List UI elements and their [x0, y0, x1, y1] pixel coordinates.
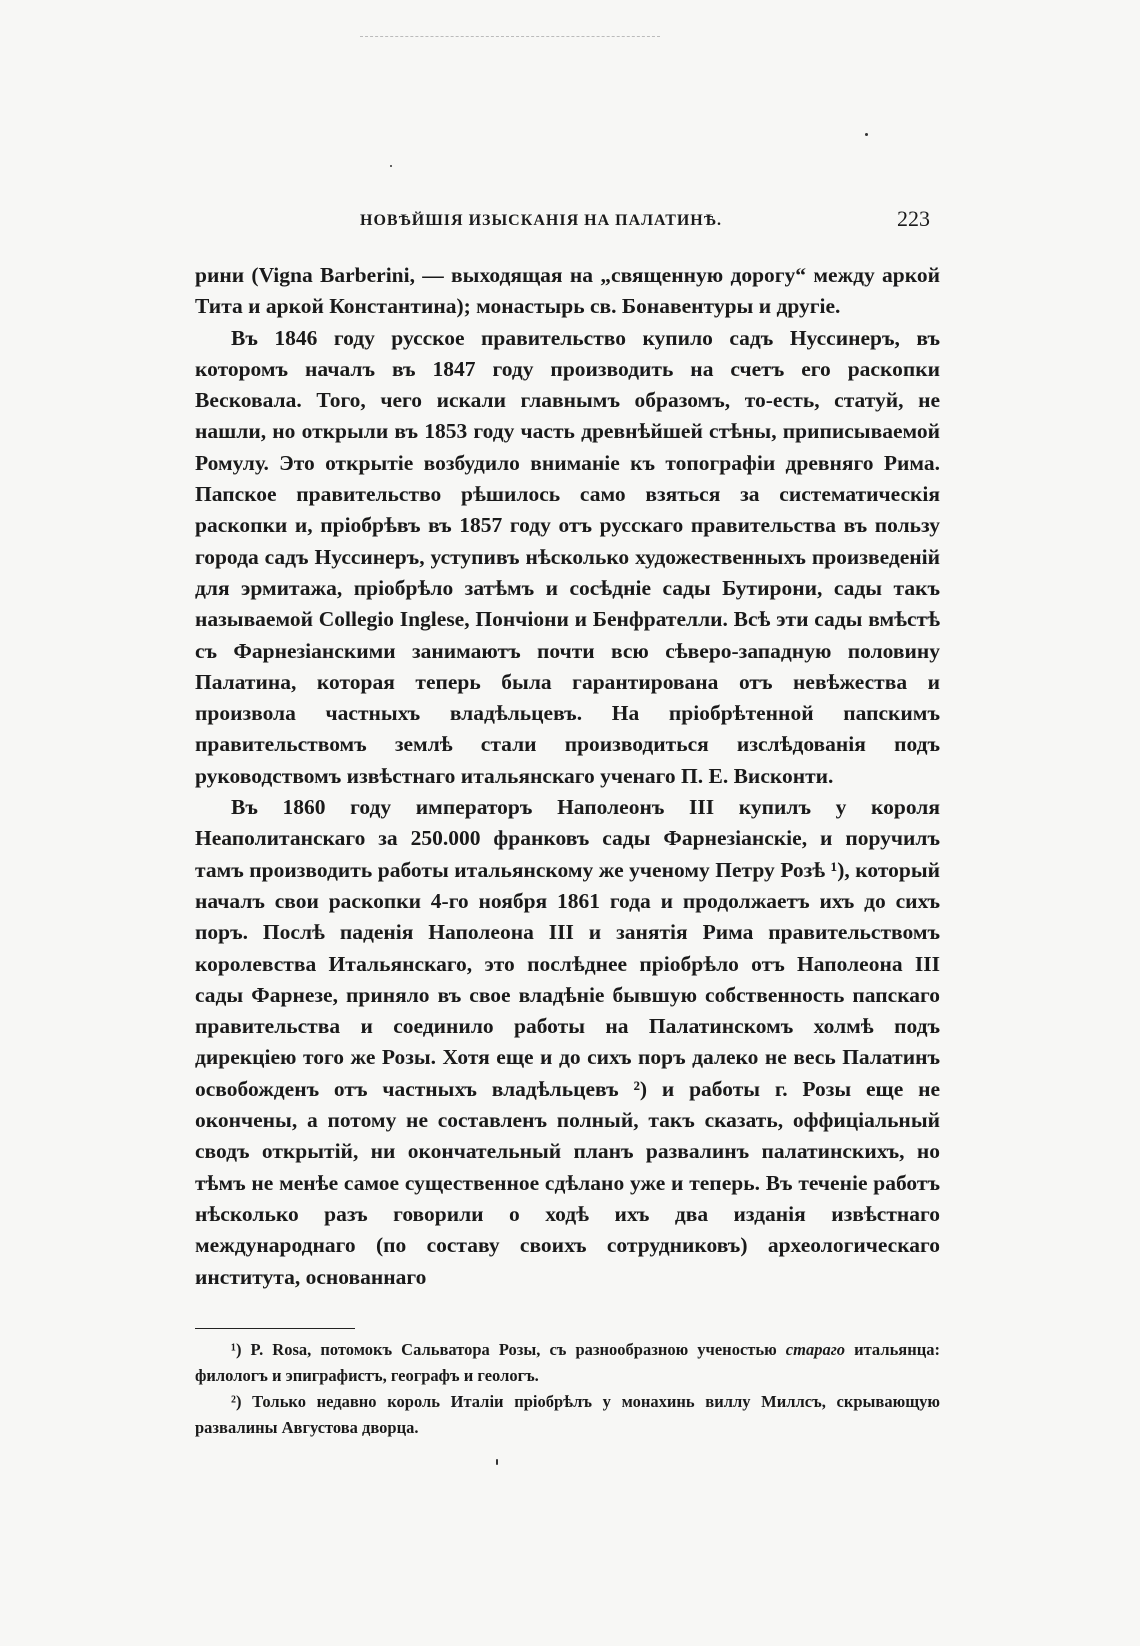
footnote-1 [195, 1337, 940, 1389]
main-text [195, 260, 940, 1293]
scan-artifact [360, 36, 660, 37]
footnotes [195, 1337, 940, 1441]
paragraph: Въ 1860 году императоръ Наполеонъ III купилъ у короля Неаполитанскаго за 250.000 франковъ сады Фарнезіанскіе, и поручилъ тамъ производить работы итальянскому же ученому Петру Розѣ ¹), который началъ свои раскопки 4-го ноября 1861 года и продолжаетъ ихъ до сихъ поръ. Послѣ паденія Наполеона III и занятія Рима правительствомъ королевства Итальянскаго, это послѣднее пріобрѣло отъ Наполеона III сады Фарнезе, приняло въ свое владѣніе бывшую собственность папскаго правительства и соединило работы на Палатинскомъ холмѣ подъ дирекціею того же Розы. Хотя еще и до сихъ поръ далеко не весь Палатинъ освобожденъ отъ частныхъ владѣльцевъ ²) и работы г. Розы еще не окончены, а потому не составленъ полный, такъ сказать, оффиціальный сводъ открытій, ни окончательный планъ развалинъ палатинскихъ, но тѣмъ не менѣе самое существенное сдѣлано уже и теперь. Въ теченіе работъ нѣсколько разъ говорили о ходѣ ихъ два изданія извѣстнаго международнаго (по составу своихъ сотрудниковъ) археологическаго института, основаннаго [195, 795, 940, 1289]
footnote-1-italic: стараго [785, 1340, 846, 1359]
paragraph: рини (Vigna Barberini, — выходящая на „священную дорогу“ между аркой Тита и аркой Константина); монастырь св. Бонавентуры и другіе. [195, 263, 940, 319]
scan-speck [390, 165, 392, 167]
footnote-1-text: ¹) P. Rosa, потомокъ Сальватора Розы, съ разнообразною ученостью [231, 1340, 786, 1359]
footnote-1-text-end: итальянца: филологъ и эпиграфистъ, географъ и геологъ. [195, 1340, 940, 1385]
scan-speck [496, 1459, 498, 1465]
scan-speck [865, 133, 868, 136]
footnote-separator [195, 1328, 355, 1329]
page-header [200, 208, 930, 238]
running-title: НОВѢЙШІЯ ИЗЫСКАНІЯ НА ПАЛАТИНѢ. [360, 212, 722, 229]
page-number: 223 [897, 206, 930, 231]
paragraph: Въ 1846 году русское правительство купило садъ Нуссинеръ, въ которомъ началъ въ 1847 году производить на счетъ его раскопки Весковала. Того, чего искали главнымъ образомъ, то-есть, статуй, не нашли, но открыли въ 1853 году часть древнѣйшей стѣны, приписываемой Ромулу. Это открытіе возбудило вниманіе къ топографіи древняго Рима. Папское правительство рѣшилось само взяться за систематическія раскопки и, пріобрѣвъ въ 1857 году отъ русскаго правительства въ пользу города садъ Нуссинеръ, уступивъ нѣсколько художественныхъ произведеній для эрмитажа, пріобрѣло затѣмъ и сосѣдніе сады Бутирони, сады такъ называемой Collegio Inglese, Пончіони и Бенфрателли. Всѣ эти сады вмѣстѣ съ Фарнезіанскими занимаютъ почти всю сѣверо-западную половину Палатина, которая теперь была гарантирована отъ невѣжества и произвола частныхъ владѣльцевъ. На пріобрѣтенной папскимъ правительствомъ землѣ стали производиться изслѣдованія подъ руководствомъ извѣстнаго итальянскаго ученаго П. Е. Висконти. [195, 325, 940, 788]
footnote-2: ²) Только недавно король Италіи пріобрѣлъ у монахинь виллу Миллсъ, скрывающую развалины Августова дворца. [195, 1392, 940, 1437]
